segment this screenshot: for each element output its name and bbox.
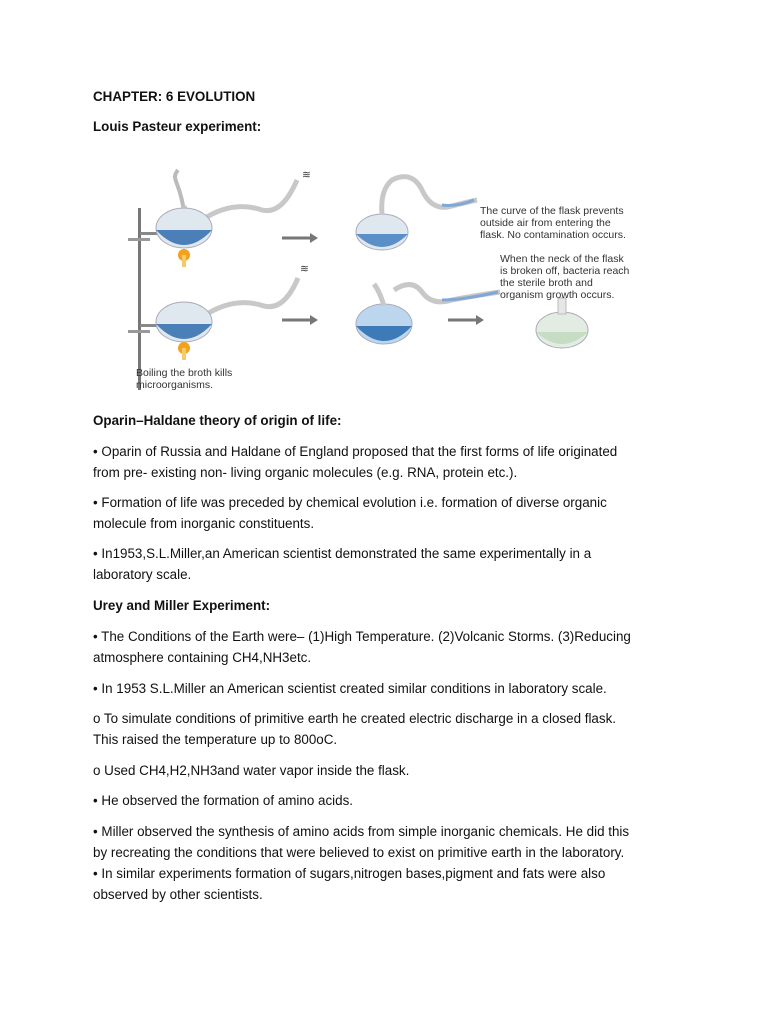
urey-p6-line-4: observed by other scientists. xyxy=(93,887,263,902)
urey-heading: Urey and Miller Experiment: xyxy=(93,598,271,613)
caption-broken-line-3: the sterile broth and xyxy=(500,277,593,289)
oparin-p2-line-1: • Formation of life was preceded by chemical evolution i.e. formation of diverse organic xyxy=(93,495,607,510)
urey-p6-line-3: • In similar experiments formation of sugars,nitrogen bases,pigment and fats were also xyxy=(93,866,606,881)
arrow-head xyxy=(310,233,318,243)
caption-boil-line-1: Boiling the broth kills xyxy=(136,367,233,379)
vapor-icon: ≋ xyxy=(302,169,311,181)
burner xyxy=(182,255,186,267)
oparin-p1-line-2: from pre- existing non- living organic molecules (e.g. RNA, protein etc.). xyxy=(93,465,518,480)
flask-neck xyxy=(175,170,184,212)
stand-clamp xyxy=(128,330,150,333)
arrow-head xyxy=(476,315,484,325)
urey-p5: • He observed the formation of amino acids. xyxy=(93,793,353,808)
urey-p3-line-1: o To simulate conditions of primitive earth he created electric discharge in a closed flask. xyxy=(93,711,616,726)
urey-p4: o Used CH4,H2,NH3and water vapor inside the flask. xyxy=(93,763,410,778)
pasteur-heading: Louis Pasteur experiment: xyxy=(93,119,262,134)
urey-p1-line-1: • The Conditions of the Earth were– (1)High Temperature. (2)Volcanic Storms. (3)Reducing xyxy=(93,629,631,644)
oparin-heading: Oparin–Haldane theory of origin of life: xyxy=(93,413,342,428)
arrow-head xyxy=(310,315,318,325)
broken-neck xyxy=(374,284,384,306)
oparin-p1-line-1: • Oparin of Russia and Haldane of England proposed that the first forms of life originated xyxy=(93,444,618,459)
caption-boil-line-2: microorganisms. xyxy=(136,379,214,391)
caption-broken-line-4: organism growth occurs. xyxy=(500,289,615,301)
caption-curve-line-3: flask. No contamination occurs. xyxy=(480,229,626,241)
urey-p6-line-2: by recreating the conditions that were believed to exist on primitive earth in the laboratory. xyxy=(93,845,625,860)
caption-curve-line-1: The curve of the flask prevents xyxy=(480,205,624,217)
oparin-p3-line-1: • In1953,S.L.Miller,an American scientist demonstrated the same experimentally in a xyxy=(93,546,592,561)
caption-broken-line-1: When the neck of the flask xyxy=(500,253,624,265)
urey-p1-line-2: atmosphere containing CH4,NH3etc. xyxy=(93,650,312,665)
chapter-title: CHAPTER: 6 EVOLUTION xyxy=(93,89,256,104)
stand-clamp xyxy=(128,238,150,241)
pasteur-experiment-figure xyxy=(122,160,682,395)
urey-p3-line-2: This raised the temperature up to 800oC. xyxy=(93,732,338,747)
urey-p6-line-1: • Miller observed the synthesis of amino acids from simple inorganic chemicals. He did this xyxy=(93,824,630,839)
swan-neck-tube xyxy=(382,177,477,214)
oparin-p2-line-2: molecule from inorganic constituents. xyxy=(93,516,315,531)
urey-p2: • In 1953 S.L.Miller an American scientist created similar conditions in laboratory scale. xyxy=(93,681,607,696)
burner xyxy=(182,348,186,360)
oparin-p3-line-2: laboratory scale. xyxy=(93,567,192,582)
caption-curve-line-2: outside air from entering the xyxy=(480,217,611,229)
caption-broken-line-2: is broken off, bacteria reach xyxy=(500,265,630,277)
ring-stand xyxy=(138,208,141,308)
vapor-icon: ≋ xyxy=(300,263,309,275)
